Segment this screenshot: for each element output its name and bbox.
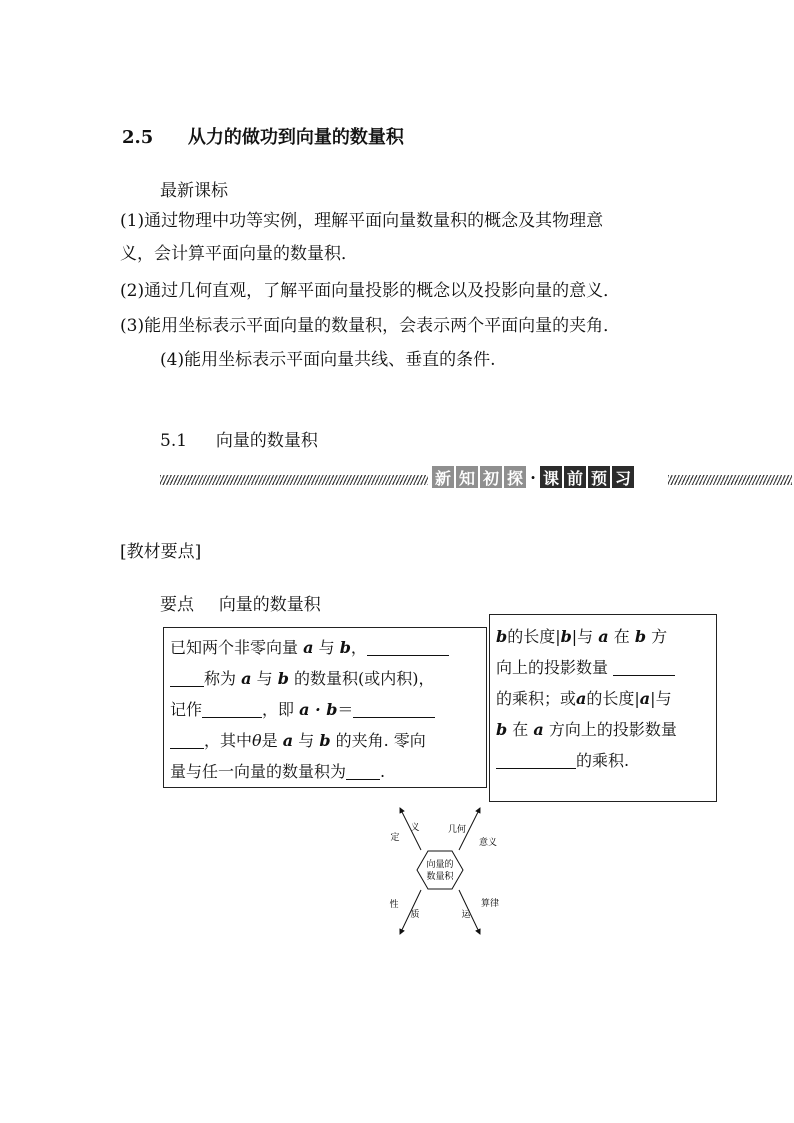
banner-tile: 探: [504, 466, 526, 488]
vector-a: a: [533, 720, 544, 739]
box-text: 与: [298, 731, 315, 750]
banner-hatch-left: [160, 475, 428, 485]
standards-item-4: (4)能用坐标表示平面向量共线、垂直的条件.: [160, 350, 496, 370]
box-text: 的夹角. 零向: [335, 731, 426, 750]
blank: [613, 659, 675, 676]
vector-a: a: [303, 638, 314, 657]
standards-item-1-cont: 义，会计算平面向量的数量积．: [120, 244, 358, 264]
section-heading: [122, 123, 404, 149]
label-prop-1: 性: [389, 900, 399, 910]
section-number: 2.5: [122, 127, 154, 148]
label-prop-2: 质: [410, 910, 420, 920]
label-meaning: 意义: [478, 838, 498, 848]
definition-box: 已知两个非零向量 a 与 b， 称为 a 与 b 的数量积(或内积)， 记作 ，即 a · b＝ ，其中θ是 a 与 b 的夹角. 零向 量与任一向量的数量积为 .: [163, 627, 487, 788]
label-def-1: 定: [390, 833, 400, 843]
box-text: 的长度|: [507, 627, 561, 646]
point-label: 要点: [160, 595, 194, 615]
banner-hatch-right: [668, 475, 792, 485]
banner-separator: ·: [530, 467, 536, 487]
vector-a: a: [282, 731, 294, 750]
standards-heading: 最新课标: [160, 181, 228, 201]
blank: [346, 763, 380, 780]
section-banner: [432, 466, 636, 488]
standards-item-2: (2)通过几何直观，了解平面向量投影的概念以及投影向量的意义．: [120, 281, 621, 301]
blank: [496, 752, 576, 769]
box-text: 量与任一向量的数量积为: [170, 762, 347, 781]
box-text: |与: [650, 689, 672, 708]
banner-tile: 初: [480, 466, 502, 488]
vector-b: b: [319, 731, 331, 750]
box-text: ，即: [262, 700, 295, 719]
label-op-2: 算律: [480, 899, 500, 909]
banner-tile: 知: [456, 466, 478, 488]
blank: [170, 732, 204, 749]
box-text: 与: [256, 669, 273, 688]
box-text: 的乘积.: [576, 751, 630, 770]
banner-tile: 预: [588, 466, 610, 488]
center-label-1: 向量的: [426, 860, 454, 870]
box-text: 方: [651, 627, 668, 646]
banner-tile: 新: [432, 466, 454, 488]
vector-b: b: [339, 638, 351, 657]
vector-b: b: [560, 627, 572, 646]
box-text: |与: [571, 627, 594, 646]
box-text: 方向上的投影数量: [548, 720, 677, 739]
vector-a: a: [241, 669, 252, 688]
subsection-heading: [160, 426, 318, 451]
vector-a: a: [576, 689, 587, 708]
blank: [170, 670, 204, 687]
vector-a: a: [639, 689, 651, 708]
projection-box: [489, 614, 717, 802]
blank: [367, 639, 449, 656]
box-text: 在: [613, 627, 630, 646]
center-hexagon: [417, 851, 463, 889]
standards-item-3: (3)能用坐标表示平面向量的数量积，会表示两个平面向量的夹角．: [120, 316, 621, 336]
label-op-1: 运: [461, 910, 471, 920]
box-text: 称为: [204, 669, 237, 688]
vector-b: b: [496, 720, 508, 739]
vector-a: a: [598, 627, 609, 646]
subsection-title: 向量的数量积: [215, 431, 318, 451]
theta: θ: [252, 731, 262, 750]
concept-diagram: [370, 800, 520, 940]
banner-tile: 前: [564, 466, 586, 488]
box-text: 与: [318, 638, 335, 657]
blank: [202, 701, 262, 718]
vector-b: b: [277, 669, 289, 688]
banner-tile: 课: [540, 466, 562, 488]
label-geo: 几何: [447, 825, 467, 835]
box-text: 已知两个非零向量: [170, 638, 299, 657]
dot-product-ab: a · b: [299, 700, 338, 719]
box-text: 在: [512, 720, 529, 739]
box-text: 向上的投影数量: [496, 658, 609, 677]
vector-b: b: [496, 627, 508, 646]
box-text: 的乘积；或: [496, 689, 577, 708]
banner-tile: 习: [612, 466, 634, 488]
center-label-2: 数量积: [426, 872, 454, 882]
material-label: [教材要点]: [120, 542, 202, 562]
label-def-2: 义: [410, 823, 420, 833]
box-text: 的数量积(或内积)，: [293, 669, 435, 688]
box-text: 的长度|: [586, 689, 640, 708]
subsection-number: 5.1: [160, 431, 188, 451]
box-text: ＝: [337, 700, 354, 719]
box-text: ，其中: [204, 731, 253, 750]
box-text: 记作: [170, 700, 203, 719]
standards-item-1: (1)通过物理中功等实例，理解平面向量数量积的概念及其物理意: [120, 211, 604, 231]
blank: [353, 701, 435, 718]
vector-b: b: [634, 627, 647, 646]
box-text: 是: [261, 731, 278, 750]
point-heading: [160, 590, 321, 615]
section-title: 从力的做功到向量的数量积: [187, 127, 404, 148]
point-title: 向量的数量积: [218, 595, 321, 615]
